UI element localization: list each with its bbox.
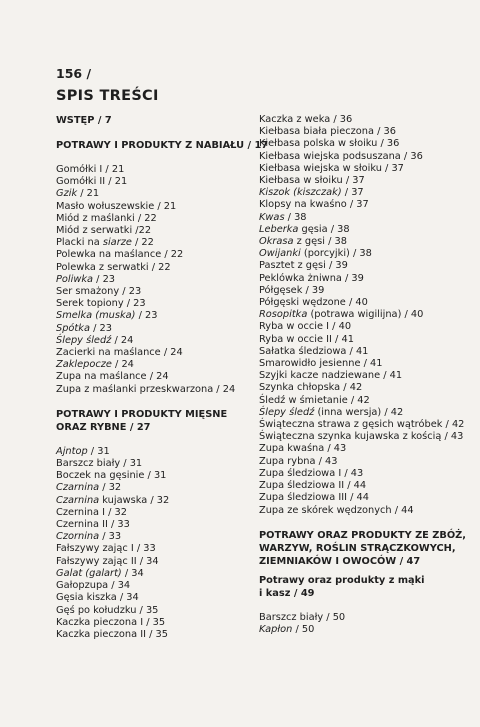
toc-entry: Leberka gęsia / 38 bbox=[259, 223, 350, 235]
toc-entry: Placki na siarze / 22 bbox=[56, 237, 154, 249]
toc-entry: Gałopzupa / 34 bbox=[56, 580, 131, 592]
toc-entry: Zupa śledziowa I / 43 bbox=[259, 467, 364, 479]
toc-entry: Gzik / 21 bbox=[56, 188, 100, 200]
toc-entry: Kiszok (kiszczak) / 37 bbox=[259, 187, 364, 199]
toc-entry: Kiełbasa wiejska podsuszana / 36 bbox=[259, 150, 423, 162]
toc-entry: Polewka z serwatki / 22 bbox=[56, 261, 171, 273]
toc-section-heading: WARZYW, ROŚLIN STRĄCZKOWYCH, bbox=[259, 542, 456, 554]
toc-entry: Klopsy na kwaśno / 37 bbox=[259, 199, 369, 211]
toc-entry: Okrasa z gęsi / 38 bbox=[259, 236, 347, 248]
toc-section-heading: ZIEMNIAKÓW I OWOCÓW / 47 bbox=[259, 555, 421, 567]
toc-section-heading: ORAZ RYBNE / 27 bbox=[56, 421, 151, 433]
toc-entry: Zupa śledziowa III / 44 bbox=[259, 492, 369, 504]
toc-entry: Śledź w śmietanie / 42 bbox=[259, 394, 370, 406]
toc-section-heading: Potrawy oraz produkty z mąki bbox=[259, 574, 425, 586]
toc-section-heading: POTRAWY I PRODUKTY Z NABIAŁU / 17 bbox=[56, 140, 269, 151]
toc-entry: Czarnina kujawska / 32 bbox=[56, 494, 170, 506]
toc-entry: Czernina I / 32 bbox=[56, 506, 128, 518]
toc-entry: Owijanki (porcyjki) / 38 bbox=[259, 248, 372, 260]
toc-entry: Gęś po kołudzku / 35 bbox=[56, 604, 159, 616]
toc-entry: Sałatka śledziowa / 41 bbox=[259, 345, 369, 357]
page-title: SPIS TREŚCI bbox=[56, 88, 159, 104]
toc-entry: Zupa na maślance / 24 bbox=[56, 371, 169, 383]
toc-entry: Czarnina / 32 bbox=[56, 482, 122, 494]
toc-entry: Polewka na maślance / 22 bbox=[56, 249, 184, 261]
toc-entry: Pasztet z gęsi / 39 bbox=[259, 260, 348, 272]
toc-entry: Miód z maślanki / 22 bbox=[56, 212, 157, 224]
toc-entry: Masło wołuszewskie / 21 bbox=[56, 200, 177, 212]
toc-section-heading: i kasz / 49 bbox=[259, 587, 315, 599]
toc-entry: Ślepy śledź / 24 bbox=[56, 334, 134, 346]
toc-entry: Czernina II / 33 bbox=[56, 519, 130, 531]
toc-entry: Ślepy śledź (inna wersja) / 42 bbox=[259, 406, 404, 418]
toc-entry: Rosopitka (potrawa wigilijna) / 40 bbox=[259, 309, 424, 321]
toc-entry: Ser smażony / 23 bbox=[56, 286, 142, 298]
toc-entry: Świąteczna strawa z gęsich wątróbek / 42 bbox=[259, 419, 465, 431]
spacer bbox=[259, 600, 464, 612]
spacer bbox=[56, 152, 256, 164]
page-number: 156 / bbox=[56, 66, 92, 81]
toc-entry: Zupa śledziowa II / 44 bbox=[259, 480, 367, 492]
toc-entry: Miód z serwatki /22 bbox=[56, 225, 152, 237]
toc-section-heading: POTRAWY I PRODUKTY MIĘSNE bbox=[56, 408, 228, 420]
toc-entry: Kiełbasa polska w słoiku / 36 bbox=[259, 138, 400, 150]
toc-entry: Zacierki na maślance / 24 bbox=[56, 347, 183, 359]
toc-entry: Zupa kwaśna / 43 bbox=[259, 443, 347, 455]
toc-entry: Gomółki II / 21 bbox=[56, 176, 128, 188]
toc-entry: Smelka (muska) / 23 bbox=[56, 310, 158, 322]
toc-entry: Spótka / 23 bbox=[56, 322, 112, 334]
toc-entry: Szynka chłopska / 42 bbox=[259, 382, 363, 394]
spacer bbox=[56, 127, 256, 139]
toc-entry: Zupa ze skórek wędzonych / 44 bbox=[259, 504, 414, 516]
toc-entry: Czornina / 33 bbox=[56, 531, 122, 543]
toc-entry: Świąteczna szynka kujawska z kością / 43 bbox=[259, 431, 464, 443]
toc-entry: Ryba w occie II / 41 bbox=[259, 333, 354, 345]
toc-entry: Kapłon / 50 bbox=[259, 623, 315, 635]
toc-entry: Kwas / 38 bbox=[259, 211, 307, 223]
spacer bbox=[56, 434, 256, 446]
toc-entry: Kaczka z weka / 36 bbox=[259, 114, 353, 125]
toc-entry: Zupa rybna / 43 bbox=[259, 455, 338, 467]
toc-entry: Szyjki kacze nadziewane / 41 bbox=[259, 370, 403, 382]
toc-entry: Kaczka pieczona I / 35 bbox=[56, 616, 166, 628]
toc-column-left bbox=[56, 114, 269, 641]
toc-section-heading: POTRAWY ORAZ PRODUKTY ZE ZBÓŻ, bbox=[259, 529, 467, 541]
toc-entry: Kaczka pieczona II / 35 bbox=[56, 628, 168, 640]
toc-entry: Gęsia kiszka / 34 bbox=[56, 592, 139, 604]
toc-section-heading: WSTĘP / 7 bbox=[56, 115, 112, 126]
toc-entry: Fałszywy zając I / 33 bbox=[56, 543, 156, 555]
spacer bbox=[56, 396, 256, 408]
toc-entry: Ajntop / 31 bbox=[56, 445, 110, 457]
toc-entry: Barszcz biały / 50 bbox=[259, 611, 346, 623]
toc-entry: Kiełbasa w słoiku / 37 bbox=[259, 175, 365, 187]
toc-entry: Poliwka / 23 bbox=[56, 273, 116, 285]
toc-entry: Serek topiony / 23 bbox=[56, 298, 146, 310]
toc-entry: Kiełbasa wiejska w słoiku / 37 bbox=[259, 162, 404, 174]
spacer bbox=[259, 517, 464, 529]
toc-entry: Półgęsek / 39 bbox=[259, 284, 325, 296]
toc-entry: Gomółki I / 21 bbox=[56, 164, 125, 175]
toc-entry: Smarowidło jesienne / 41 bbox=[259, 358, 383, 370]
toc-column-right bbox=[259, 114, 467, 636]
toc-entry: Półgęski wędzone / 40 bbox=[259, 297, 368, 309]
toc-entry: Zupa z maślanki przeskwarzona / 24 bbox=[56, 383, 236, 395]
toc-entry: Boczek na gęsinie / 31 bbox=[56, 470, 167, 482]
toc-entry: Galat (galart) / 34 bbox=[56, 567, 144, 579]
toc-entry: Peklówka żniwna / 39 bbox=[259, 272, 364, 284]
toc-entry: Zaklepocze / 24 bbox=[56, 359, 134, 371]
toc-entry: Fałszywy zając II / 34 bbox=[56, 555, 159, 567]
toc-entry: Kiełbasa biała pieczona / 36 bbox=[259, 126, 396, 138]
toc-entry: Ryba w occie I / 40 bbox=[259, 321, 352, 333]
toc-entry: Barszcz biały / 31 bbox=[56, 458, 143, 470]
